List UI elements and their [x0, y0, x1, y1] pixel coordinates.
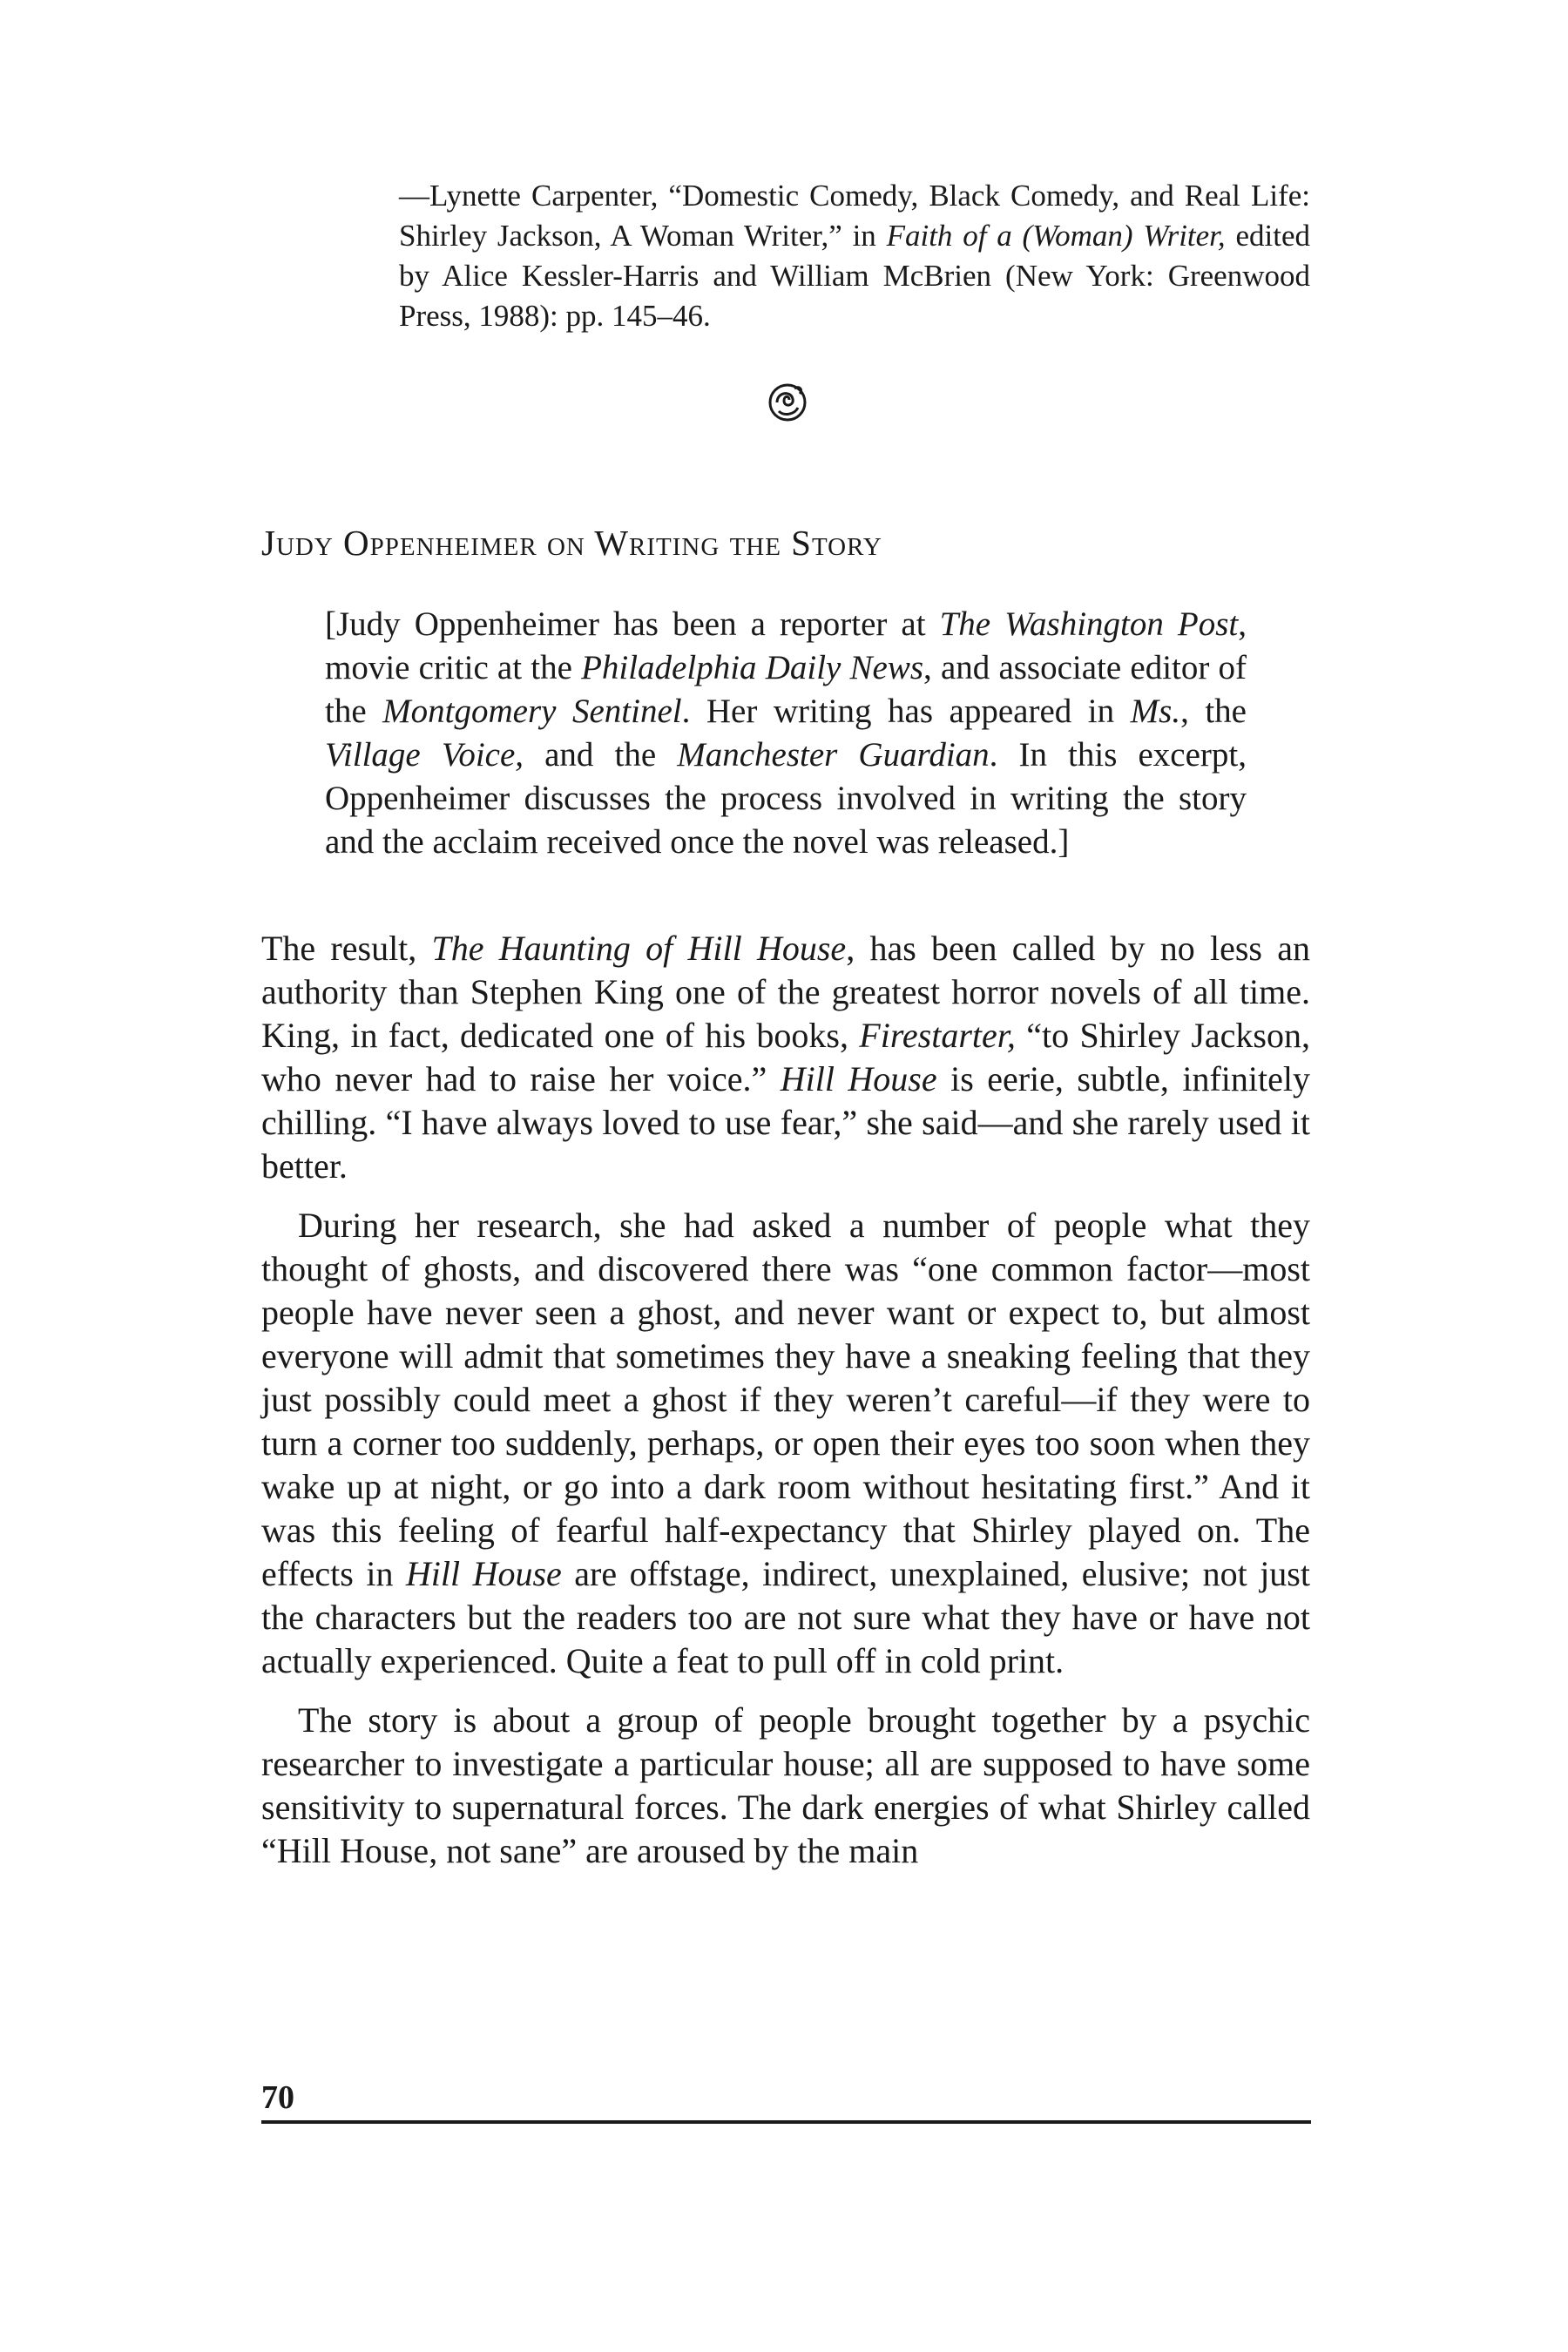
paragraph-text: is eerie, subtle, infinitely chilling. “I have always loved to use fear,” she said—and she rarely used it better.	[261, 1059, 1311, 1186]
book-title: Firestarter,	[859, 1016, 1016, 1055]
paragraph-text: are offstage, indirect, unexplained, elusive; not just the characters but the readers too are not sure what they have or have not actually experienced. Quite a feat to pull off in cold print.	[261, 1554, 1310, 1680]
editor-note-text: , movie critic at the	[325, 605, 1247, 686]
publication-title: Philadelphia Daily News	[581, 649, 924, 686]
editor-note-text: , and associate editor of the	[325, 649, 1247, 730]
citation-text-end: edited by Alice Kessler-Harris and William McBrien (New York: Greenwood Press, 1988): pp. 145–46.	[399, 219, 1310, 333]
editor-note	[325, 603, 1247, 864]
paragraph-text: , has been called by no less an authority than Stephen King one of the greatest horror novels of all time. King, in fact, dedicated one of his books,	[261, 929, 1310, 1055]
paragraph-text: During her research, she had asked a number of people what they thought of ghosts, and discovered there was “one common factor—most people have never seen a ghost, and never want or expect to, but almost everyone will admit that sometimes they have a sneaking feeling that they just possibly could meet a ghost if they weren’t careful—if they were to turn a corner too suddenly, perhaps, or open their eyes too soon when they wake up at night, or go into a dark room without hesitating first.” And it was this feeling of fearful half-expectancy that Shirley played on. The effects in	[261, 1206, 1310, 1593]
floral-ornament-icon	[761, 376, 814, 429]
footer-rule	[261, 2120, 1311, 2124]
book-title: Hill House	[405, 1554, 562, 1593]
citation	[399, 176, 1310, 336]
editor-note-text: and the	[524, 736, 678, 774]
publication-title: Manchester Guardian	[677, 736, 990, 774]
book-title: Hill House	[780, 1059, 937, 1098]
paragraph-3	[261, 1699, 1310, 1873]
body-text	[261, 927, 1310, 1889]
publication-title: Montgomery Sentinel	[382, 693, 682, 730]
citation-book-title: Faith of a (Woman) Writer,	[886, 219, 1226, 253]
paragraph-text: “to Shirley Jackson, who never had to raise her voice.”	[261, 1016, 1310, 1098]
publication-title: Ms.	[1130, 693, 1181, 730]
paragraph-text: The result,	[261, 929, 432, 968]
editor-note-text: . In this excerpt, Oppenheimer discusses the process involved in writing the story and the acclaim received once the novel was released.]	[325, 736, 1247, 861]
editor-note-text: , the	[1180, 693, 1247, 730]
section-heading: Judy Oppenheimer on Writing the Story	[261, 523, 882, 563]
paragraph-text: The story is about a group of people brought together by a psychic researcher to investigate a particular house; all are supposed to have some sensitivity to supernatural forces. The dark energies of what Shirley called “Hill House, not sane” are aroused by the main	[261, 1700, 1310, 1870]
editor-note-text: [Judy Oppenheimer has been a reporter at	[325, 605, 940, 643]
publication-title: The Washington Post	[939, 605, 1239, 643]
book-title: The Haunting of Hill House	[431, 929, 847, 968]
editor-note-text: . Her writing has appeared in	[681, 693, 1131, 730]
paragraph-2	[261, 1204, 1310, 1683]
citation-text: —Lynette Carpenter, “Domestic Comedy, Black Comedy, and Real Life: Shirley Jackson, A Woman Writer,” in	[399, 179, 1310, 253]
paragraph-1	[261, 927, 1310, 1188]
publication-title: Village Voice,	[325, 736, 524, 774]
page-number: 70	[261, 2079, 294, 2116]
